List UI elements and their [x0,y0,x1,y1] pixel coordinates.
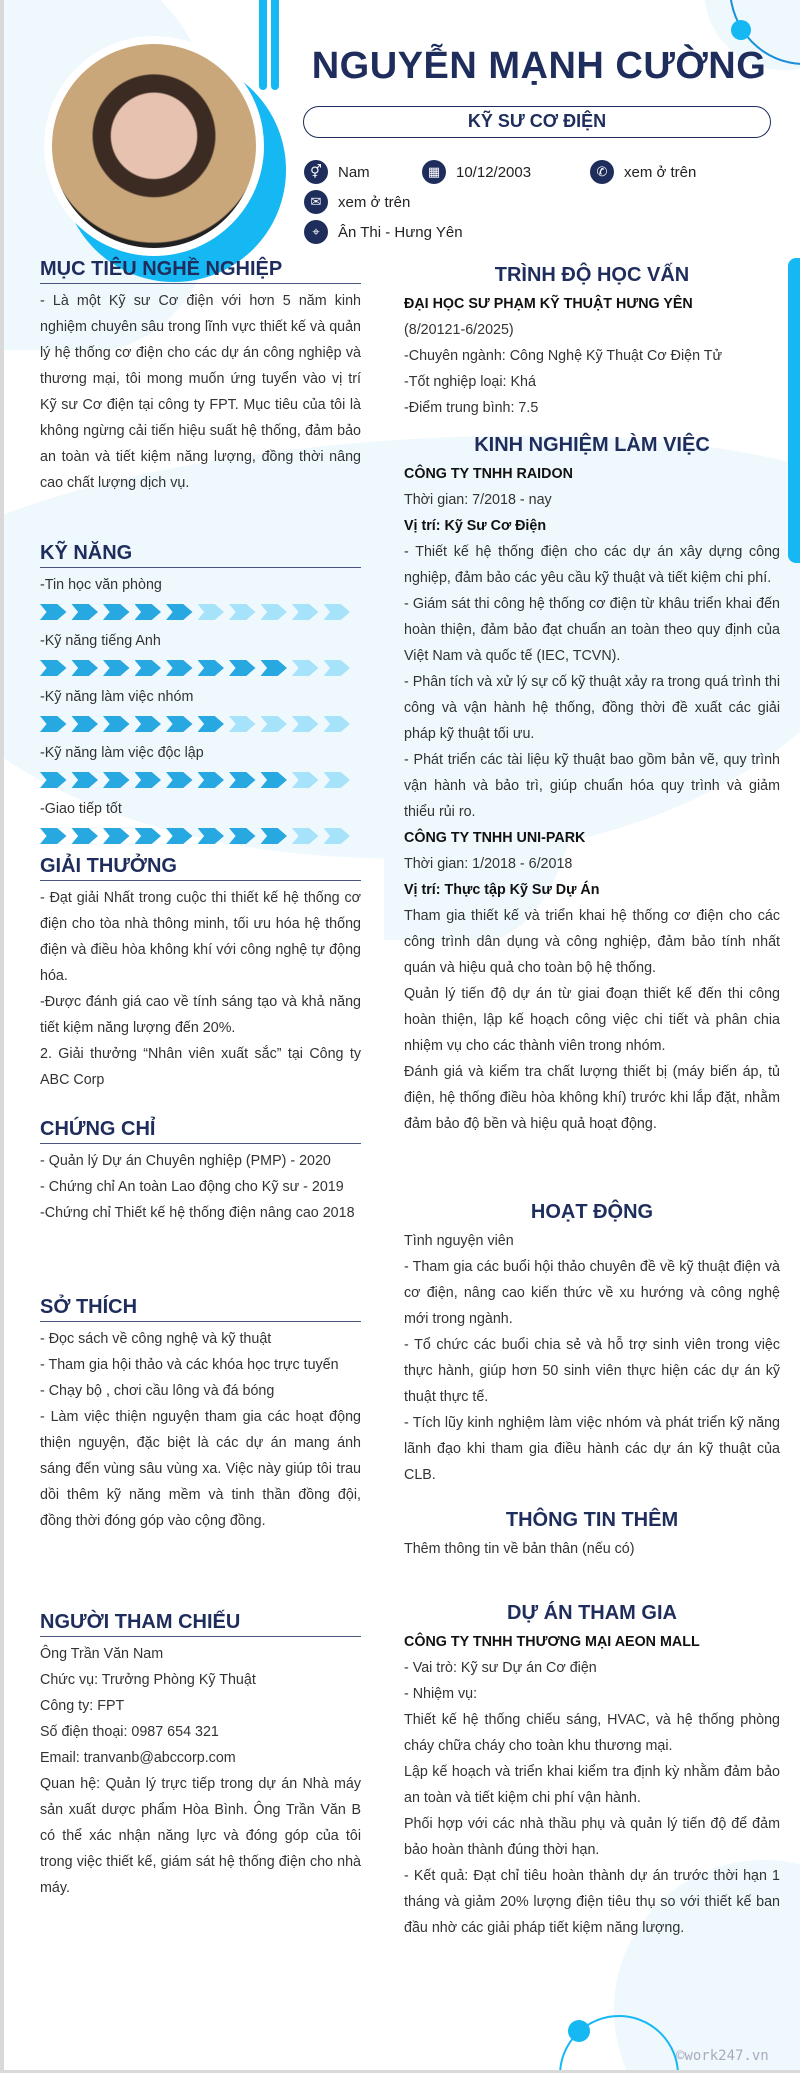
skill-chevron [103,660,130,676]
info-item [304,220,463,244]
more_info-heading: THÔNG TIN THÊM [505,1509,679,1531]
skill-chevron [135,828,162,844]
info-item [422,160,531,184]
skill-chevron [229,828,256,844]
skill-chevron [324,828,351,844]
list-item: Đánh giá và kiểm tra chất lượng thiết bị (máy biến áp, tủ điện, hệ thống điều hòa không khí) trước khi lắp đặt, nhằm đảm bảo độ bền và hiệu quả hoạt động. [404,1064,780,1132]
list-item: Thời gian: 1/2018 - 6/2018 [404,856,573,872]
skill-chevron [40,716,67,732]
phone-icon: ✆ [590,160,614,184]
list-item: -Điểm trung bình: 7.5 [404,400,539,416]
skill-chevron [166,660,193,676]
skill-chevron [261,604,288,620]
list-item: - Chứng chỉ An toàn Lao động cho Kỹ sư - 2019 [40,1179,344,1195]
skill-chevron [229,772,256,788]
cv-page [4,0,800,2070]
skill-chevron [135,604,162,620]
certificates-heading: CHỨNG CHỈ [40,1118,361,1144]
skill-chevron [72,660,99,676]
list-item: - Tổ chức các buổi chia sẻ và hỗ trợ sinh viên trong việc thực hành, giúp hơn 50 sinh viên thực hiện các dự án kỹ thuật thực tế. [404,1337,780,1405]
deco-dot [731,20,751,40]
list-item: Vị trí: Thực tập Kỹ Sư Dự Án [404,882,600,898]
education-heading: TRÌNH ĐỘ HỌC VẤN [494,264,690,286]
list-item: Tình nguyện viên [404,1233,514,1249]
skill-chevron [324,716,351,732]
experience-heading: KINH NGHIỆM LÀM VIỆC [474,434,710,456]
skill-chevron [166,716,193,732]
phone-text: xem ở trên [624,163,697,181]
activities-heading: HOẠT ĐỘNG [530,1201,654,1223]
deco-dot [568,2020,590,2042]
list-item: -Chứng chỉ Thiết kế hệ thống điện nâng cao 2018 [40,1205,355,1221]
list-item: Thời gian: 7/2018 - nay [404,492,552,508]
list-item: - Đọc sách về công nghệ và kỹ thuật [40,1331,272,1347]
skill-chevron [72,716,99,732]
skill-chevron [292,828,319,844]
skills-section [40,542,361,852]
skill-name: -Tin học văn phòng [40,577,162,593]
skill-level-bar [40,828,361,844]
list-item: CÔNG TY TNHH RAIDON [404,466,573,482]
gender-icon: ⚥ [304,160,328,184]
skill-chevron [198,660,225,676]
skill-chevron [198,716,225,732]
skill-chevron [229,660,256,676]
list-item: CÔNG TY TNHH UNI-PARK [404,830,586,846]
deco-bar-right [788,258,800,563]
more_info-section [404,1509,780,1562]
hobbies-section [40,1296,361,1534]
list-item: - Thiết kế hệ thống điện cho các dự án xây dựng công nghiệp, đảm bảo các yêu cầu kỹ thuật và tiết kiệm chi phí. [404,544,780,586]
list-item: Tham gia thiết kế và triển khai hệ thống cơ điện cho các công trình dân dụng và công nghiệp, đảm bảo tính nhất quán và hiệu quả cho toàn bộ hệ thống. [404,908,780,976]
avatar [44,36,264,256]
list-item: -Chuyên ngành: Công Nghệ Kỹ Thuật Cơ Điện Tử [404,348,723,364]
skill-chevron [40,828,67,844]
skill-chevron [40,660,67,676]
list-item: Số điện thoại: 0987 654 321 [40,1724,219,1740]
list-item: - Tham gia hội thảo và các khóa học trực tuyến [40,1357,339,1373]
skill-chevron [72,604,99,620]
list-item: - Chạy bộ , chơi cầu lông và đá bóng [40,1383,275,1399]
job-title: KỸ SƯ CƠ ĐIỆN [303,106,771,138]
skill-chevron [292,660,319,676]
skill-chevron [229,716,256,732]
projects-heading: DỰ ÁN THAM GIA [507,1602,677,1624]
info-item [590,160,696,184]
skill-chevron [72,772,99,788]
skill-chevron [72,828,99,844]
list-item: - Vai trò: Kỹ sư Dự án Cơ điện [404,1660,597,1676]
references-section [40,1611,361,1901]
certificates-section [40,1118,361,1226]
list-item: - Phân tích và xử lý sự cố kỹ thuật xảy ra trong quá trình thi công và vận hành hệ thống, đồng thời đề xuất các giải pháp kỹ thuật tối ưu. [404,674,780,742]
list-item: Email: tranvanb@abccorp.com [40,1750,236,1766]
skill-chevron [40,604,67,620]
skill-level-bar [40,604,361,620]
skill-chevron [198,772,225,788]
skill-chevron [40,772,67,788]
gender-text: Nam [338,163,370,181]
list-item: - Đạt giải Nhất trong cuộc thi thiết kế hệ thống cơ điện cho tòa nhà thông minh, tối ưu hóa hệ thống điện và điều hòa không khí với công nghệ tự động hóa. [40,890,361,984]
education-section [404,264,780,421]
email-icon: ✉ [304,190,328,214]
info-item [304,160,370,184]
deco-bar [271,0,279,90]
watermark: ©work247.vn [676,2048,769,2064]
list-item: Lập kế hoạch và triển khai kiểm tra định kỳ nhằm đảm bảo an toàn và tiết kiệm chi phí vận hành. [404,1764,780,1806]
objective-section [40,258,361,496]
skill-name: -Giao tiếp tốt [40,801,122,817]
deco-bar [259,0,267,90]
skills-heading: KỸ NĂNG [40,542,361,568]
skill-chevron [135,716,162,732]
email-text: xem ở trên [338,193,411,211]
list-item: - Phát triển các tài liệu kỹ thuật bao gồm bản vẽ, quy trình vận hành và bảo trì, giúp chuẩn hóa quy trình và giảm thiểu rủi ro. [404,752,780,820]
skill-level-bar [40,716,361,732]
skill-chevron [103,772,130,788]
awards-heading: GIẢI THƯỞNG [40,855,361,881]
list-item: - Nhiệm vụ: [404,1686,478,1702]
skill-chevron [166,828,193,844]
list-item: ĐẠI HỌC SƯ PHẠM KỸ THUẬT HƯNG YÊN [404,296,693,312]
list-item: Chức vụ: Trưởng Phòng Kỹ Thuật [40,1672,256,1688]
skill-chevron [135,772,162,788]
skill-chevron [292,716,319,732]
location-text: Ân Thi - Hưng Yên [338,223,463,241]
experience-section [404,434,780,1137]
info-item [304,190,410,214]
skill-chevron [103,716,130,732]
skill-level-bar [40,772,361,788]
skill-chevron [261,828,288,844]
list-item: Thiết kế hệ thống chiếu sáng, HVAC, và hệ thống phòng cháy chữa cháy cho toàn khu thương mại. [404,1712,780,1754]
projects-section [404,1602,780,1941]
skill-chevron [261,772,288,788]
skill-chevron [103,604,130,620]
list-item: - Quản lý Dự án Chuyên nghiệp (PMP) - 2020 [40,1153,331,1169]
skill-chevron [198,828,225,844]
skill-chevron [292,772,319,788]
list-item: - Tích lũy kinh nghiệm làm việc nhóm và phát triển kỹ năng lãnh đạo khi tham gia điều hành các dự án kỹ thuật của CLB. [404,1415,780,1483]
list-item: - Giám sát thi công hệ thống cơ điện từ khâu triển khai đến hoàn thiện, đảm bảo đạt chuẩn an toàn theo quy định của Việt Nam và quốc tế (IEC, TCVN). [404,596,780,664]
skill-chevron [135,660,162,676]
list-item: Phối hợp với các nhà thầu phụ và quản lý tiến độ để đảm bảo hoàn thành đúng thời hạn. [404,1816,780,1858]
candidate-name: NGUYỄN MẠNH CƯỜNG [311,45,767,87]
skill-chevron [103,828,130,844]
skill-chevron [261,716,288,732]
list-item: - Làm việc thiện nguyện tham gia các hoạt động thiện nguyện, đặc biệt là các dự án mang ánh sáng đến vùng sâu vùng xa. Việc này giúp tôi trau dồi thêm kỹ năng mềm và tinh thần đồng đội, đồng thời đóng góp vào cộng đồng. [40,1409,361,1529]
skill-chevron [229,604,256,620]
references-heading: NGƯỜI THAM CHIẾU [40,1611,361,1637]
skill-chevron [166,772,193,788]
list-item: Thêm thông tin về bản thân (nếu có) [404,1541,635,1557]
skill-chevron [198,604,225,620]
list-item: -Được đánh giá cao về tính sáng tạo và khả năng tiết kiệm năng lượng đến 20%. [40,994,361,1036]
skill-level-bar [40,660,361,676]
skill-chevron [166,604,193,620]
list-item: 2. Giải thưởng “Nhân viên xuất sắc” tại Công ty ABC Corp [40,1046,361,1088]
list-item: (8/20121-6/2025) [404,322,514,338]
skill-name: -Kỹ năng tiếng Anh [40,633,161,649]
hobbies-heading: SỞ THÍCH [40,1296,361,1322]
list-item: Vị trí: Kỹ Sư Cơ Điện [404,518,547,534]
skill-chevron [324,772,351,788]
location-icon: ⌖ [304,220,328,244]
skill-chevron [324,660,351,676]
skill-chevron [292,604,319,620]
activities-section [404,1201,780,1488]
list-item: Ông Trần Văn Nam [40,1646,164,1662]
calendar-icon: ▦ [422,160,446,184]
skill-name: -Kỹ năng làm việc độc lập [40,745,204,761]
list-item: - Tham gia các buổi hội thảo chuyên đề về kỹ thuật điện và cơ điện, nâng cao kiến thức về xu hướng và công nghệ mới trong ngành. [404,1259,780,1327]
list-item: - Là một Kỹ sư Cơ điện với hơn 5 năm kinh nghiệm chuyên sâu trong lĩnh vực thiết kế và quản lý hệ thống cơ điện cho các dự án công nghiệp và thương mại, tôi mong muốn ứng tuyển vào vị trí Kỹ sư Cơ điện tại công ty FPT. Mục tiêu của tôi là không ngừng cải tiến hiệu suất hệ thống, đảm bảo an toàn và tiết kiệm năng lượng, đồng thời nâng cao chất lượng dịch vụ. [40,293,361,491]
list-item: - Kết quả: Đạt chỉ tiêu hoàn thành dự án trước thời hạn 1 tháng và giảm 20% lượng điện tiêu thụ so với thiết kế ban đầu nhờ các giải pháp tiết kiệm năng lượng. [404,1868,780,1936]
list-item: Quan hệ: Quản lý trực tiếp trong dự án Nhà máy sản xuất dược phẩm Hòa Bình. Ông Trần Văn B có thể xác nhận năng lực và đóng góp của tôi trong việc thiết kế, giám sát hệ thống điện cho nhà máy. [40,1776,361,1896]
list-item: CÔNG TY TNHH THƯƠNG MẠI AEON MALL [404,1634,700,1650]
list-item: Quản lý tiến độ dự án từ giai đoạn thiết kế đến thi công hoàn thiện, lập kế hoạch công việc chi tiết và phân chia nhiệm vụ cho các thành viên trong nhóm. [404,986,780,1054]
skill-chevron [324,604,351,620]
objective-heading: MỤC TIÊU NGHỀ NGHIỆP [40,258,361,284]
list-item: -Tốt nghiệp loại: Khá [404,374,536,390]
awards-section [40,855,361,1093]
list-item: Công ty: FPT [40,1698,125,1714]
skill-chevron [261,660,288,676]
skill-name: -Kỹ năng làm việc nhóm [40,689,194,705]
calendar-text: 10/12/2003 [456,163,532,181]
